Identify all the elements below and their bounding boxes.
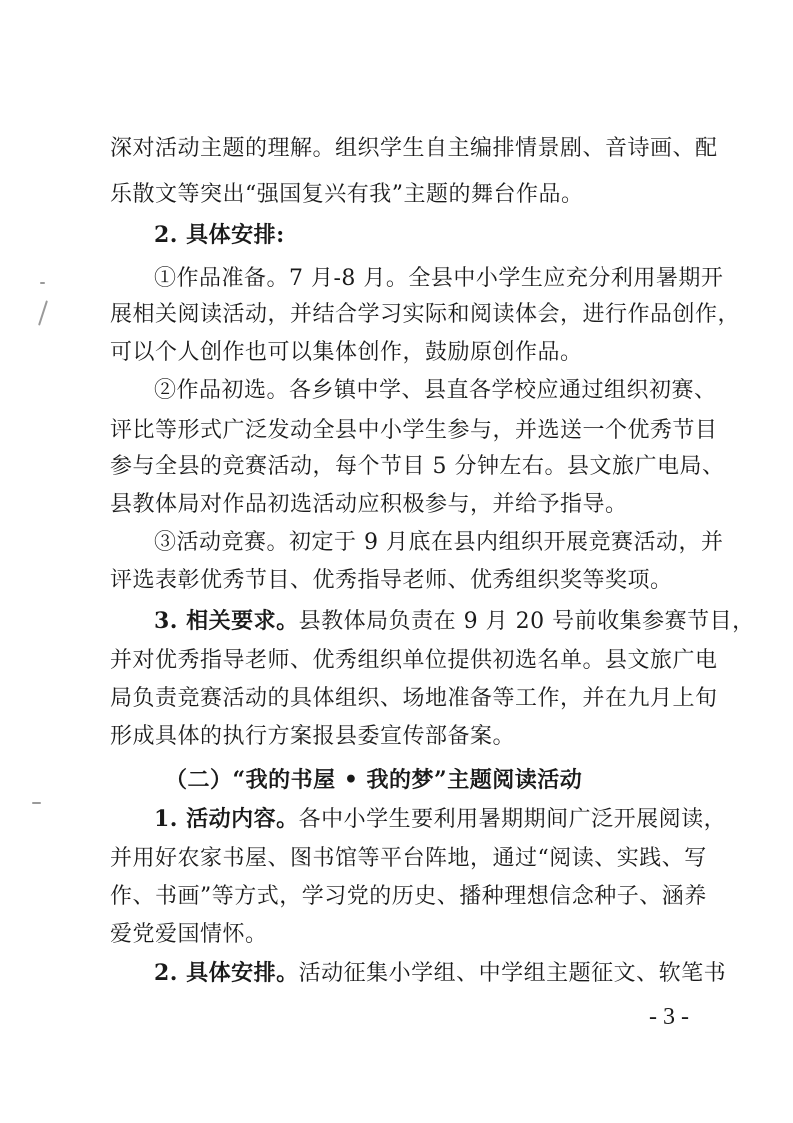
scan-speck bbox=[32, 802, 41, 804]
body-line: 乐散文等突出“强国复兴有我”主题的舞台作品。 bbox=[110, 182, 584, 207]
body-line: 形成具体的执行方案报县委宣传部备案。 bbox=[110, 724, 516, 749]
activity-content-first-line bbox=[154, 802, 727, 837]
requirements-lead: 3. 相关要求。 bbox=[154, 608, 299, 634]
body-line: 展相关阅读活动，并结合学习实际和阅读体会，进行作品创作， bbox=[110, 302, 741, 327]
arrangement-first-line bbox=[154, 956, 727, 991]
body-line: 评比等形式广泛发动全县中小学生参与，并选送一个优秀节目 bbox=[110, 418, 718, 443]
body-line: 县教体局对作品初选活动应积极参与，并给予指导。 bbox=[110, 492, 628, 517]
activity-content-text: 各中小学生要利用暑期期间广泛开展阅读， bbox=[298, 807, 727, 832]
body-line: 可以个人创作也可以集体创作，鼓励原创作品。 bbox=[110, 340, 583, 365]
activity-content-lead: 1. 活动内容。 bbox=[154, 806, 299, 832]
requirements-paragraph-first-line bbox=[154, 604, 755, 639]
scan-speck bbox=[40, 282, 45, 284]
section-heading: 2. 具体安排: bbox=[154, 222, 285, 248]
body-line: 深对活动主题的理解。组织学生自主编排情景剧、音诗画、配 bbox=[110, 136, 718, 161]
body-line: 并对优秀指导老师、优秀组织单位提供初选名单。县文旅广电 bbox=[110, 648, 718, 673]
page-number: - 3 - bbox=[649, 1004, 689, 1030]
body-line: 评选表彰优秀节目、优秀指导老师、优秀组织奖等奖项。 bbox=[110, 568, 673, 593]
requirements-text: 县教体局负责在 9 月 20 号前收集参赛节目， bbox=[298, 609, 755, 634]
scan-stroke bbox=[38, 300, 48, 325]
body-line: 参与全县的竞赛活动，每个节目 5 分钟左右。县文旅广电局、 bbox=[110, 454, 725, 479]
body-line: 作、书画”等方式，学习党的历史、播种理想信念种子、涵养 bbox=[110, 884, 707, 909]
body-line: 爱党爱国情怀。 bbox=[110, 922, 268, 947]
body-line: 局负责竞赛活动的具体组织、场地准备等工作，并在九月上旬 bbox=[110, 686, 718, 711]
body-line: ②作品初选。各乡镇中学、县直各学校应通过组织初赛、 bbox=[154, 378, 717, 403]
arrangement-text: 活动征集小学组、中学组主题征文、软笔书 bbox=[298, 961, 727, 986]
part-heading: （二）“我的书屋 • 我的梦”主题阅读活动 bbox=[165, 767, 583, 793]
arrangement-lead: 2. 具体安排。 bbox=[154, 960, 299, 986]
body-line: ③活动竞赛。初定于 9 月底在县内组织开展竞赛活动，并 bbox=[154, 530, 724, 555]
body-line: 并用好农家书屋、图书馆等平台阵地，通过“阅读、实践、写 bbox=[110, 846, 707, 871]
body-line: ①作品准备。7 月-8 月。全县中小学生应充分利用暑期开 bbox=[154, 266, 724, 291]
